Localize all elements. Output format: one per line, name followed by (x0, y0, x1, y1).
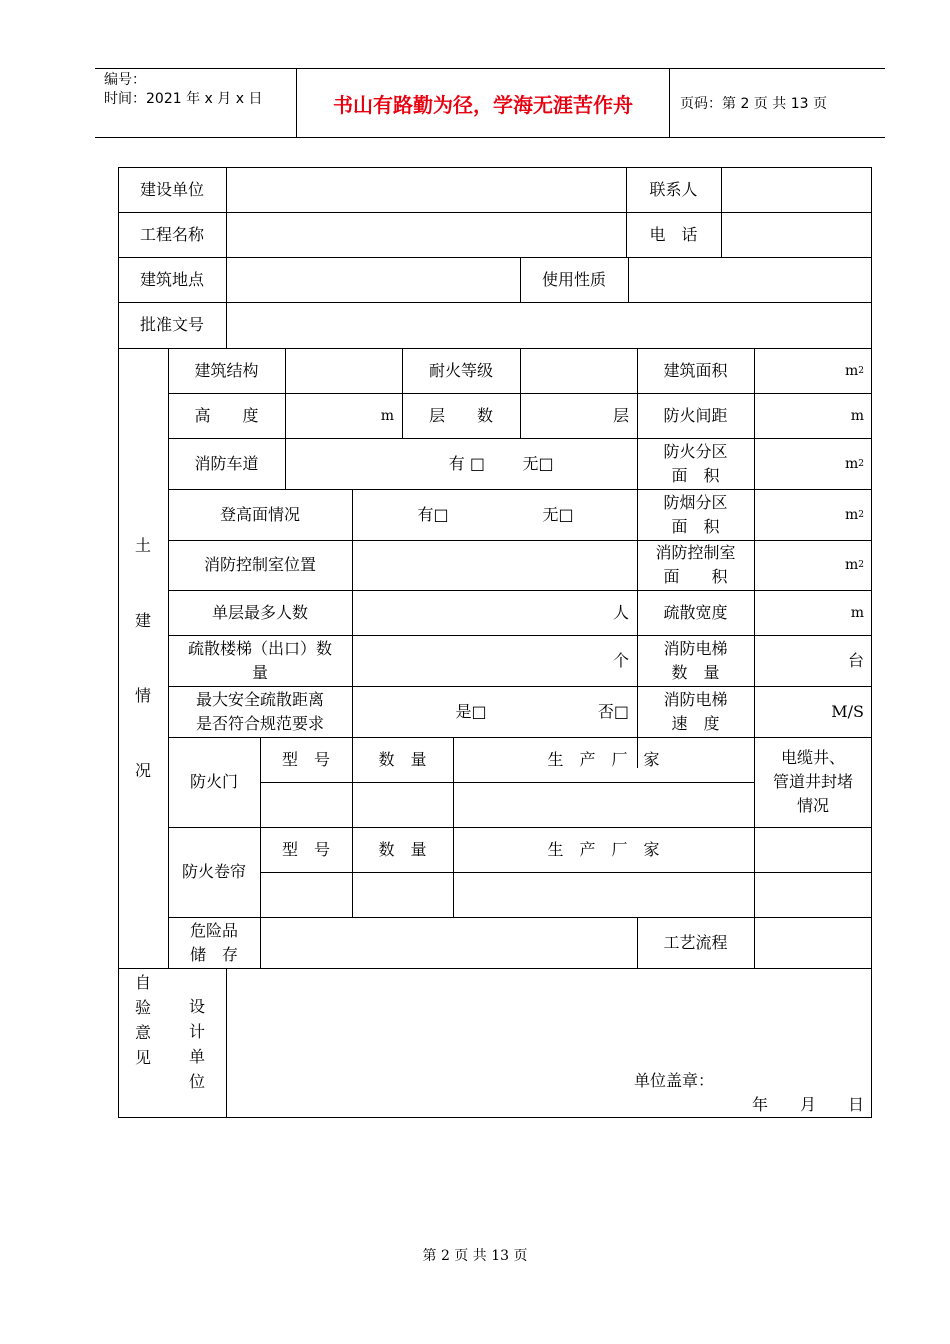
label-contact: 联系人 (649, 179, 698, 199)
label-climbing-surface: 登高面情况 (219, 504, 300, 524)
col-model: 型 号 (281, 749, 330, 769)
unit-m: m (850, 407, 864, 424)
unit-m2: m 2 (844, 557, 864, 573)
option-yes[interactable]: 有 □ (448, 453, 485, 473)
label-smoke-compartment: 防烟分区 面 积 (663, 492, 728, 536)
unit-speed: M/S (831, 701, 864, 721)
label-max-people: 单层最多人数 (211, 602, 308, 622)
label-building-site: 建筑地点 (139, 269, 204, 289)
document-header (95, 68, 885, 138)
header-motto: 书山有路勤为径，学海无涯苦作舟 (333, 92, 633, 117)
label-height: 高 度 (194, 405, 259, 425)
label-civil-section (118, 348, 168, 968)
label-project-name: 工程名称 (139, 224, 204, 244)
label-building-area: 建筑面积 (663, 360, 728, 380)
label-shaft-seal: 电缆井、 管道井封堵 情况 (772, 748, 853, 815)
label-elevator-speed: 消防电梯 速 度 (663, 689, 728, 733)
label-control-room-area: 消防控制室 面 积 (655, 543, 736, 586)
civil-char: 况 (134, 761, 151, 780)
unit-tai: 台 (847, 650, 864, 670)
unit-m2: m 2 (844, 362, 864, 379)
label-seal: 单位盖章： (634, 1071, 715, 1090)
label-floors: 层 数 (428, 405, 493, 425)
label-fire-rating: 耐火等级 (428, 360, 493, 380)
label-control-room-location: 消防控制室位置 (203, 555, 316, 574)
label-process-flow: 工艺流程 (663, 932, 728, 952)
label-design-unit: 设 计 单 位 (188, 997, 205, 1091)
col-quantity: 数 量 (378, 749, 427, 769)
option-no[interactable]: 无□ (542, 504, 574, 524)
unit-m: m (380, 407, 394, 424)
unit-m2: m 2 (844, 455, 864, 472)
col-manufacturer: 生 产 厂 家 (547, 839, 660, 859)
label-fire-lane: 消防车道 (194, 453, 259, 473)
civil-char: 建 (134, 611, 151, 630)
unit-m: m (850, 604, 864, 621)
header-divider (669, 69, 670, 137)
unit-person: 人 (612, 602, 629, 622)
option-no[interactable]: 否□ (597, 701, 629, 721)
label-approval-no: 批准文号 (139, 315, 204, 334)
label-evac-width: 疏散宽度 (663, 602, 728, 622)
label-hazardous-storage: 危险品 储 存 (189, 920, 238, 964)
label-elevator-count: 消防电梯 数 量 (663, 638, 728, 682)
header-meta (104, 71, 262, 109)
unit-m2: m 2 (844, 506, 864, 523)
page-footer: 第 2 页 共 13 页 (422, 1248, 528, 1264)
fire-inspection-form (118, 167, 872, 1118)
label-phone: 电 话 (649, 224, 698, 244)
col-quantity: 数 量 (378, 839, 427, 859)
label-use-nature: 使用性质 (541, 269, 606, 289)
number-label: 编号： (104, 72, 146, 88)
col-manufacturer: 生 产 厂 家 (547, 749, 660, 769)
label-fire-compartment: 防火分区 面 积 (663, 441, 728, 485)
option-no[interactable]: 无□ (522, 453, 554, 473)
label-fire-spacing: 防火间距 (663, 405, 728, 425)
label-fire-door: 防火门 (189, 772, 238, 791)
label-fire-shutter: 防火卷帘 (181, 862, 246, 881)
civil-char: 土 (134, 536, 151, 555)
label-construction-unit: 建设单位 (139, 179, 204, 199)
option-yes[interactable]: 是□ (455, 701, 487, 721)
label-self-check: 自 验 意 见 (134, 973, 151, 1067)
option-yes[interactable]: 有□ (417, 504, 449, 524)
unit-floor: 层 (612, 405, 629, 425)
label-date: 年 月 日 (751, 1095, 864, 1114)
header-page-info: 页码：第 2 页 共 13 页 (680, 96, 827, 112)
label-building-structure: 建筑结构 (194, 360, 259, 380)
time-label: 时间：2021 年 x 月 x 日 (104, 91, 263, 107)
civil-char: 情 (134, 686, 151, 705)
unit-count: 个 (612, 650, 629, 670)
col-model: 型 号 (281, 839, 330, 859)
label-stair-count: 疏散楼梯（出口）数 量 (187, 638, 332, 682)
label-max-evac-distance: 最大安全疏散距离 是否符合规范要求 (195, 689, 324, 733)
